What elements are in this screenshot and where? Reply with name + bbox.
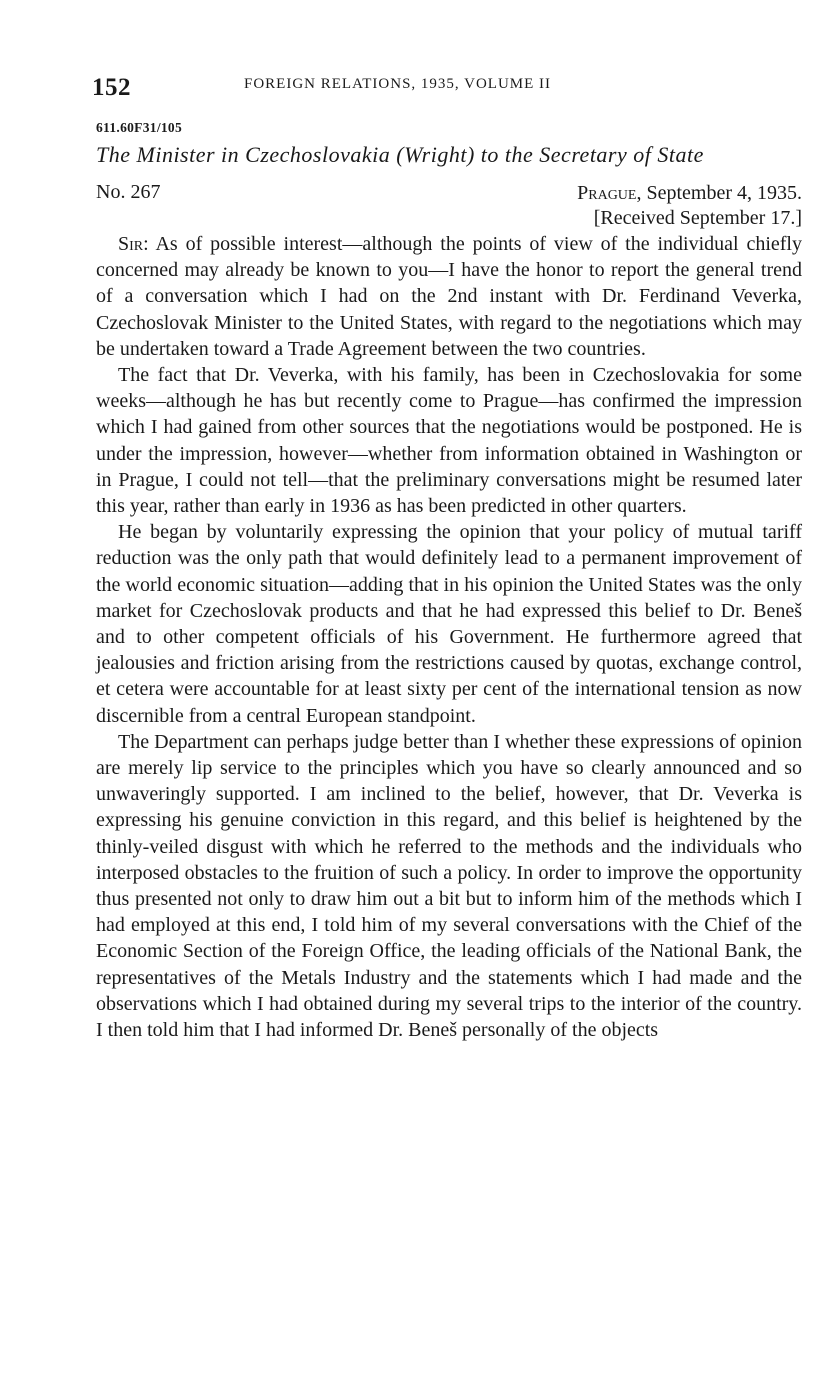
place-date [577,181,802,231]
document-number: No. 267 [96,181,161,203]
paragraph-text: As of possible interest—although the points of view of the individual chiefly concerned may already be known to you—I have the honor to report the general trend of a conversation which I had on the 2nd instant with Dr. Ferdinand Veverka, Czechoslovak Minister to the United States, with regard to the negotiations which may be undertaken toward a Trade Agreement between the two countries. [96,233,802,360]
paragraph: The fact that Dr. Veverka, with his family, has been in Czechoslovakia for some weeks—although he has but recently come to Prague—has confirmed the impression which I had gained from other sources that the negotiations would be postponed. He is under the impression, however—whether from information obtained in Washington or in Prague, I could not tell—that the preliminary conversations might be resumed later this year, rather than early in 1936 as has been predicted in other quarters. [96,364,802,518]
file-number: 611.60F31/105 [96,120,183,135]
salutation: Sir: [118,233,149,255]
body-text [96,231,802,1043]
place-date-line [577,181,802,206]
paragraph [96,231,802,362]
place: Prague, [577,182,642,204]
dateline [96,181,802,231]
running-title: FOREIGN RELATIONS, 1935, VOLUME II [244,76,552,92]
page-number: 152 [92,74,131,101]
running-head [92,72,802,104]
document-heading: The Minister in Czechoslovakia (Wright) to the Secretary of State [96,142,704,167]
document-page [92,72,802,1043]
date: September 4, 1935. [646,182,802,204]
paragraph: The Department can perhaps judge better than I whether these expressions of opinion are merely lip service to the principles which you have so clearly announced and so unwaveringly supported. I am inclined to the belief, however, that Dr. Veverka is expressing his genuine conviction in this regard, and this belief is heightened by the thinly-veiled disgust with which he referred to the methods and the individuals who interposed obstacles to the fruition of such a policy. In order to improve the opportunity thus presented not only to draw him out a bit but to inform him of the methods which I had employed at this end, I told him of my several conversations with the Chief of the Economic Section of the Foreign Office, the leading officials of the National Bank, the representatives of the Metals Industry and the statements which I had made and the observations which I had obtained during my several trips to the interior of the country. I then told him that I had informed Dr. Beneš personally of the objects [96,730,802,1042]
received-date: [Received September 17.] [593,207,802,229]
paragraph: He began by voluntarily expressing the opinion that your policy of mutual tariff reduction was the only path that would definitely lead to a permanent improvement of the world economic situation—adding that in his opinion the United States was the only market for Czechoslovak products and that he had expressed this belief to Dr. Beneš and to other competent officials of his Government. He furthermore agreed that jealousies and friction arising from the restrictions caused by quotas, exchange control, et cetera were accountable for at least sixty per cent of the international tension as now discernible from a central European standpoint. [96,521,802,727]
